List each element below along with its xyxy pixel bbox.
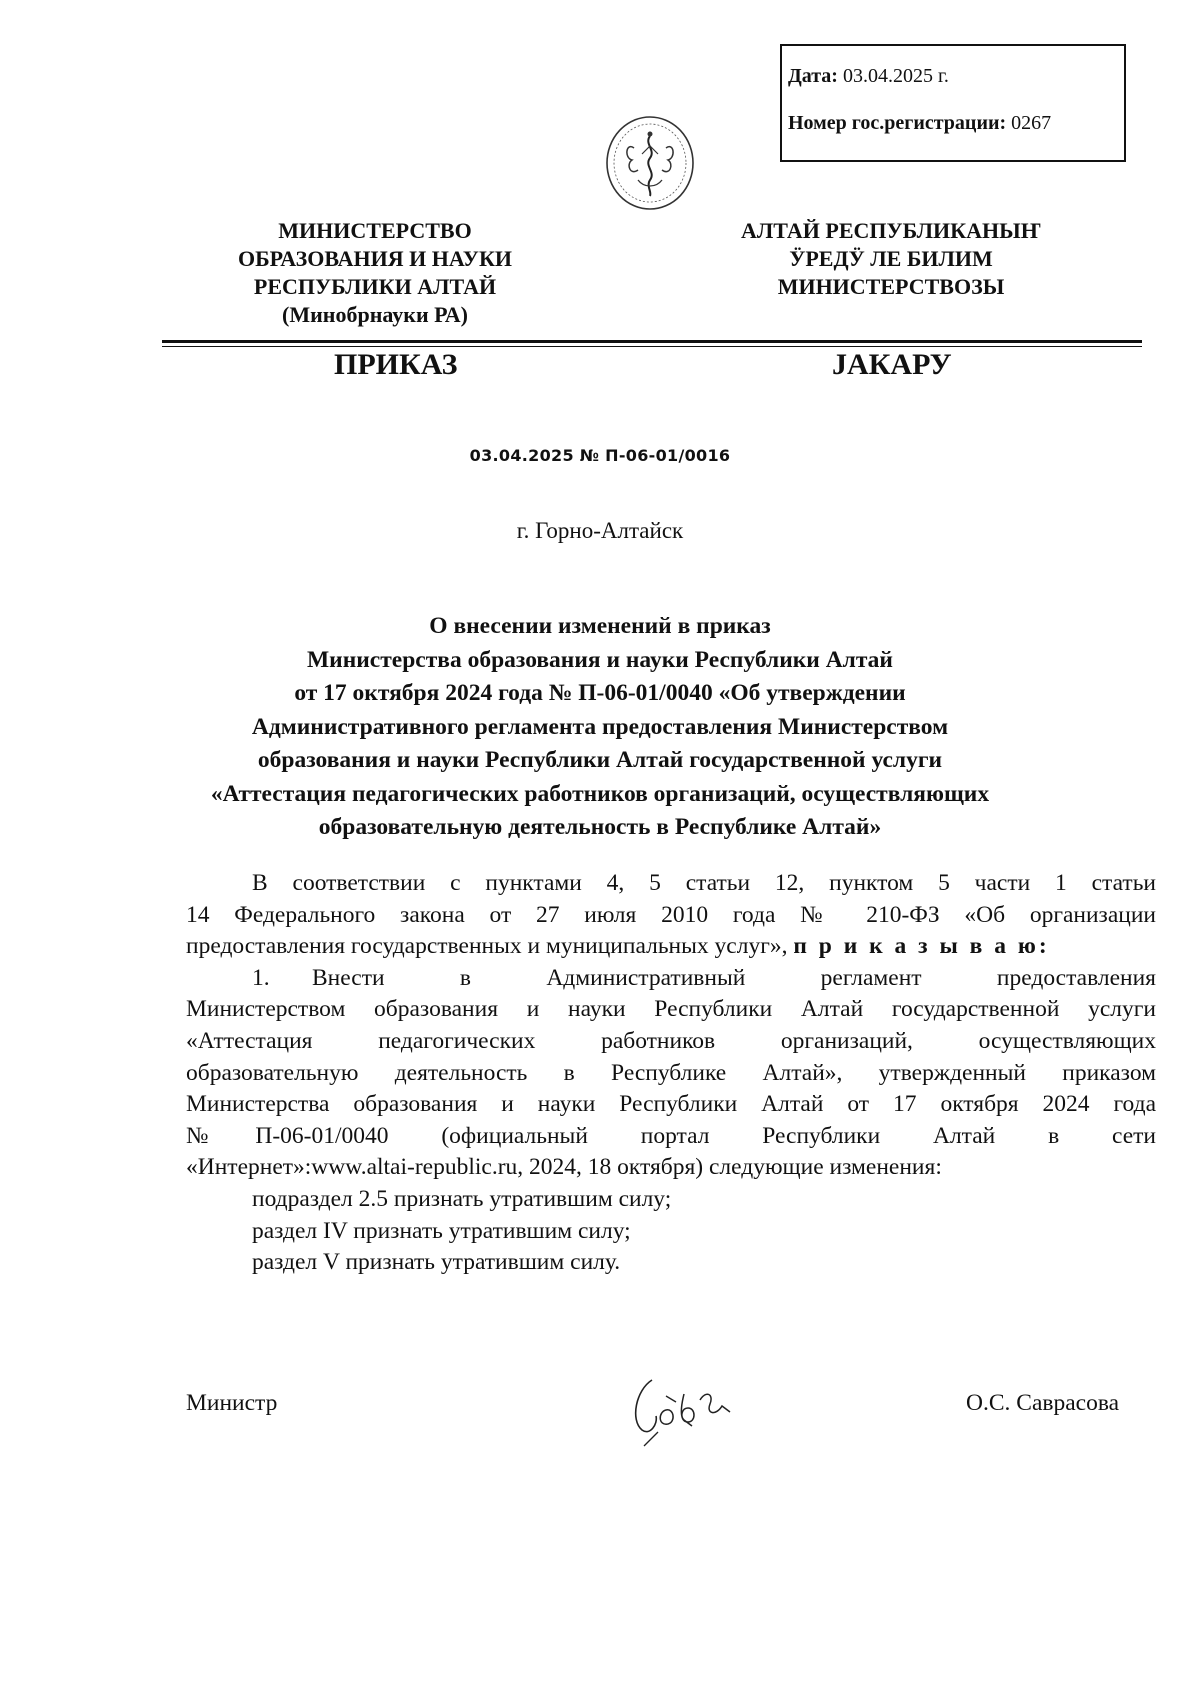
ministry-name-alt-line: МИНИСТЕРСТВОЗЫ (777, 274, 1005, 299)
handwritten-signature (622, 1360, 772, 1460)
document-type-russian: ПРИКАЗ (334, 348, 458, 381)
order-title-line: Министерства образования и науки Республики Алтай (307, 646, 893, 673)
item-line: Внести в Административный регламент предоставления (312, 964, 1156, 991)
item-line: «Интернет»:www.altai-republic.ru, 2024, 18 октября) следующие изменения: (186, 1154, 942, 1181)
header-divider-thin (162, 346, 1142, 347)
registration-date (788, 64, 949, 88)
order-title-line: образования и науки Республики Алтай государственной услуги (257, 747, 943, 773)
item-line: Министерства образования и науки Республики Алтай от 17 октября 2024 года (186, 1091, 1156, 1118)
order-title-line: О внесении изменений в приказ (429, 613, 771, 639)
preamble-line: предоставления государственных и муниципальных услуг», (186, 933, 788, 960)
ministry-name-alt-line: АЛТАЙ РЕСПУБЛИКАНЫҤ (741, 218, 1041, 243)
order-city: г. Горно-Алтайск (516, 518, 684, 543)
order-date-number: 03.04.2025 № П-06-01/0016 (469, 446, 731, 465)
ministry-name-altai (726, 217, 1056, 301)
order-title-line: «Аттестация педагогических работников организаций, осуществляющих (210, 780, 990, 807)
registration-number-label: Номер гос.регистрации: (788, 112, 1007, 134)
ministry-name-ru-line: РЕСПУБЛИКИ АЛТАЙ (253, 274, 497, 299)
document-type-altai: JАКАРУ (832, 348, 952, 381)
preamble-line: В соответствии с пунктами 4, 5 статьи 12, пунктом 5 части 1 статьи (252, 870, 1156, 896)
order-verb: п р и к а з ы в а ю: (793, 933, 1050, 960)
order-body (186, 868, 1156, 1279)
registration-date-value: 03.04.2025 г. (842, 65, 949, 87)
item-first-line (186, 963, 1156, 995)
item-line: «Аттестация педагогических работников организаций, осуществляющих (186, 1027, 1156, 1054)
ministry-name-alt-line: ӰРЕДӰ ЛЕ БИЛИМ (789, 246, 993, 271)
signatory-position: Министр (186, 1390, 278, 1416)
order-title-line: от 17 октября 2024 года № П-06-01/0040 «Об утверждении (294, 680, 906, 706)
registration-date-label: Дата: (788, 65, 838, 87)
header-divider (162, 340, 1142, 343)
item-line: образовательную деятельность в Республике Алтай», утвержденный приказом (186, 1059, 1156, 1086)
item-line: Министерством образования и науки Республики Алтай государственной услуги (186, 996, 1156, 1023)
preamble-line: 14 Федерального закона от 27 июля 2010 года № 210-ФЗ «Об организации (186, 901, 1156, 928)
order-title (150, 610, 1050, 845)
change-item: раздел V признать утратившим силу. (252, 1249, 621, 1276)
item-number: 1. (252, 964, 270, 991)
change-item: раздел IV признать утратившим силу; (252, 1217, 631, 1244)
registration-number (788, 111, 1051, 135)
preamble-last-line (186, 931, 1156, 963)
signatory-name: О.С. Саврасова (966, 1390, 1120, 1416)
emblem-icon (604, 114, 696, 212)
registration-box (780, 44, 1126, 162)
item-line: №П-06-01/0040 (официальный портал Республики Алтай в сети (186, 1122, 1156, 1149)
ministry-name-ru-line: МИНИСТЕРСТВО (278, 218, 472, 243)
ministry-abbreviation: (Минобрнауки РА) (282, 302, 468, 327)
ministry-name-russian (200, 217, 550, 329)
order-title-line: Административного регламента предоставления Министерством (251, 713, 949, 740)
order-title-line: образовательную деятельность в Республике Алтай» (318, 814, 882, 840)
change-item: подраздел 2.5 признать утратившим силу; (252, 1185, 672, 1212)
registration-number-value: 0267 (1011, 112, 1052, 134)
ministry-name-ru-line: ОБРАЗОВАНИЯ И НАУКИ (237, 246, 513, 271)
